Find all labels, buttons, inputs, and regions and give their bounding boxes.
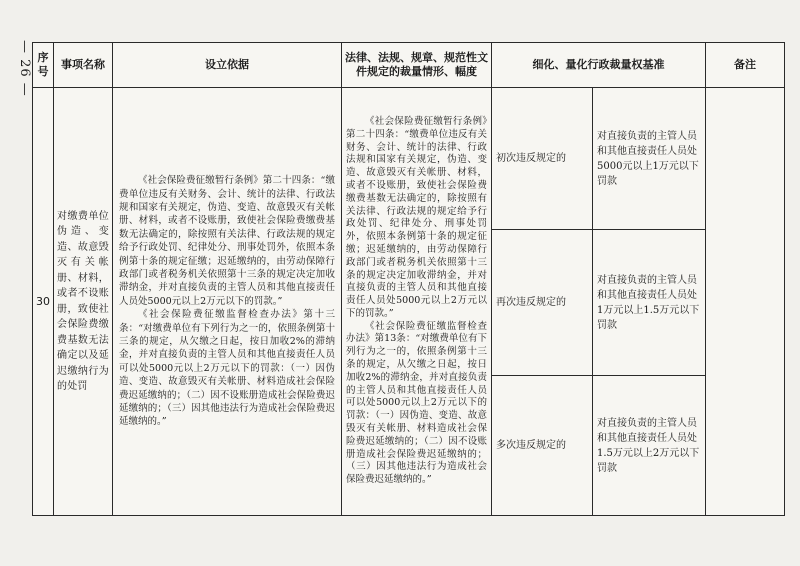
level-first: 初次违反规定的	[492, 88, 593, 230]
standard-third: 对直接负责的主管人员和其他直接责任人员处1.5万元以上2万元以下罚款	[593, 376, 706, 516]
basis-cell	[113, 88, 342, 516]
row-number: 30	[33, 88, 54, 516]
discretion-standard-table	[32, 42, 785, 516]
circumstances-paragraph: 《社会保险费征缴监督检查办法》第13条：“对缴费单位有下列行为之一的，依照条例第十三条的规定，从欠缴之日起，按日加收2%的滞纳金，并对直接负责的主管人员和其他直接责任人员可以处5000元以上2万元以下的罚款：（一）因伪造、变造、故意毁灭有关帐册、材料造成社会保险费迟延缴纳的；（二）因不设账册造成社会保险费迟延缴纳的；（三）因其他违法行为造成社会保险费迟延缴纳的。”	[346, 320, 487, 486]
level-second: 再次违反规定的	[492, 230, 593, 376]
header-remarks: 备注	[706, 43, 785, 88]
level-third: 多次违反规定的	[492, 376, 593, 516]
page-number: — 26 —	[17, 40, 32, 97]
header-item-name: 事项名称	[54, 43, 113, 88]
header-basis: 设立依据	[113, 43, 342, 88]
header-standard: 细化、量化行政裁量权基准	[492, 43, 706, 88]
header-row	[33, 43, 785, 88]
remarks-cell	[706, 88, 785, 516]
standard-first: 对直接负责的主管人员和其他直接责任人员处5000元以上1万元以下罚款	[593, 88, 706, 230]
circumstances-cell	[342, 88, 492, 516]
basis-paragraph: 《社会保险费征缴监督检查办法》第十三条：“对缴费单位有下列行为之一的，依照条例第十三条的规定，从欠缴之日起，按日加收2%的滞纳金，并对直接负责的主管人员和其他直接责任人员可以处5000元以上2万元以下的罚款：（一）因伪造、变造、故意毁灭有关帐册、材料造成社会保险费迟延缴纳的；（二）因不设账册造成社会保险费迟延缴纳的；（三）因其他违法行为造成社会保险费迟延缴纳的。”	[119, 309, 335, 428]
basis-paragraph: 《社会保险费征缴暂行条例》第二十四条：“缴费单位违反有关财务、会计、统计的法律、行政法规和国家有关规定，伪造、变造、故意毁灭有关帐册、材料，或者不设账册，致使社会保险费缴费基数无法确定的，除按照有关法律、行政法规的规定给予行政处罚、纪律处分、刑事处罚外，依照本条例第十条的规定征缴；迟延缴纳的，由劳动保障行政部门或者税务机关依照第十三条的规定决定加收滞纳金，并对直接负责的主管人员和其他直接责任人员处5000元以上2万元以下的罚款。”	[119, 175, 335, 307]
standard-second: 对直接负责的主管人员和其他直接责任人员处1万元以上1.5万元以下罚款	[593, 230, 706, 376]
circumstances-paragraph: 《社会保险费征缴暂行条例》第二十四条：“缴费单位违反有关财务、会计、统计的法律、行政法规和国家有关规定，伪造、变造、故意毁灭有关帐册、材料，或者不设账册，致使社会保险费缴费基数无法确定的，除按照有关法律、行政法规的规定给予行政处罚、纪律处分、刑事处罚外，依照本条例第十条的规定征缴；迟延缴纳的，由劳动保障行政部门或者税务机关依照第十三条的规定决定加收滞纳金，并对直接负责的主管人员和其他直接责任人员处5000元以上2万元以下的罚款。”	[346, 115, 487, 319]
header-circumstances: 法律、法规、规章、规范性文件规定的裁量情形、幅度	[342, 43, 492, 88]
header-no: 序号	[33, 43, 54, 88]
table-row	[33, 88, 785, 230]
item-name: 对缴费单位伪造、变造、故意毁灭有关帐册、材料，或者不设账册，致使社会保险费缴费基数无法确定以及延迟缴纳行为的处罚	[54, 88, 113, 516]
